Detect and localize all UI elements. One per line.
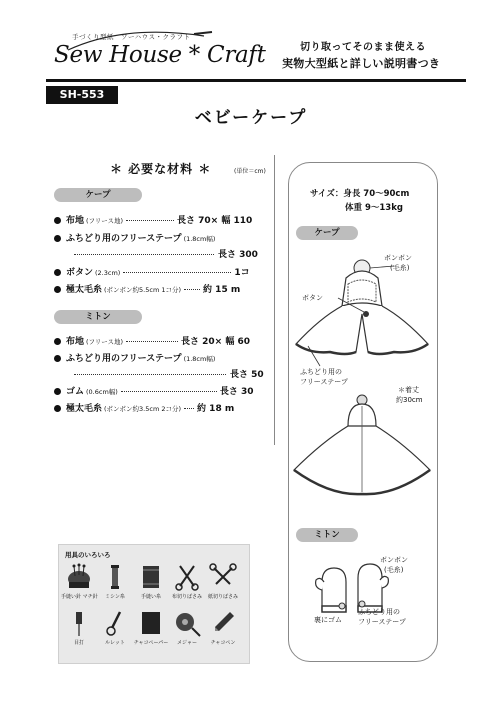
material-row: ボタン (2.3cm) 1コ	[54, 265, 250, 279]
cape-illustration-label: ケープ	[296, 226, 358, 240]
product-code-badge: SH-553	[46, 86, 118, 104]
bullet-icon	[54, 338, 61, 345]
bullet-icon	[54, 217, 61, 224]
material-row: 極太毛糸 (ボンボン約3.5cm 2コ分) 約 18 m	[54, 401, 234, 415]
chalk-paper-icon	[136, 608, 166, 638]
tools-box	[58, 544, 250, 664]
button-callout: ボタン	[302, 294, 323, 302]
bullet-icon	[54, 286, 61, 293]
brand-logo: Sew House * Craft	[54, 42, 266, 68]
bullet-icon	[54, 269, 61, 276]
tool-item: ミシン糸	[97, 562, 133, 600]
tool-item: チャコペーパー	[133, 608, 169, 646]
length-callout: ＊着丈	[398, 386, 419, 394]
tape-callout-2: フリーステープ	[300, 378, 348, 386]
tool-item: メジャー	[169, 608, 205, 646]
mitten-pompon-callout: ボンボン	[380, 556, 408, 564]
thread-spool-icon	[100, 562, 130, 592]
tool-item: 布切りばさみ	[169, 562, 205, 600]
material-row-continued: 長さ 300	[74, 247, 258, 260]
material-row: 極太毛糸 (ボンボン約5.5cm 1コ分) 約 15 m	[54, 282, 240, 296]
size-info: サイズ：身長 70〜90cm	[310, 189, 410, 199]
hand-thread-icon	[136, 562, 166, 592]
material-row-continued: 長さ 50	[74, 367, 264, 380]
weight-info: 体重 9〜13kg	[345, 203, 403, 213]
tool-item: チャコペン	[205, 608, 241, 646]
tape-callout: ふちどり用の	[300, 368, 342, 376]
tool-item: 手縫い針 マチ針	[61, 562, 97, 600]
pincushion-icon	[64, 562, 94, 592]
bullet-icon	[54, 235, 61, 242]
chalk-pen-icon	[208, 608, 238, 638]
tagline-top: 切り取ってそのまま使える	[300, 42, 426, 53]
tool-item: 紙切りばさみ	[205, 562, 241, 600]
header-divider	[46, 79, 466, 82]
bullet-icon	[54, 355, 61, 362]
tool-item: 目打	[61, 608, 97, 646]
mitten-illustration-label: ミトン	[296, 528, 358, 542]
cape-back-illustration	[290, 392, 435, 504]
tape-measure-icon	[172, 608, 202, 638]
yarn-callout: (毛糸)	[390, 264, 410, 272]
mitten-section-label: ミトン	[54, 310, 142, 324]
pompon-callout: ボンボン	[384, 254, 412, 262]
cape-front-illustration	[290, 248, 435, 368]
awl-icon	[64, 608, 94, 638]
fabric-scissors-icon	[172, 562, 202, 592]
tracing-wheel-icon	[100, 608, 130, 638]
tool-item: ルレット	[97, 608, 133, 646]
material-row: ふちどり用のフリーステープ (1.8cm幅)	[54, 351, 215, 365]
brand-subtitle: 手づくり型紙 ソーハウス・クラフト	[72, 33, 191, 41]
paper-scissors-icon	[208, 562, 238, 592]
material-row: ゴム (0.6cm幅) 長さ 30	[54, 384, 254, 398]
bullet-icon	[54, 388, 61, 395]
mitten-yarn-callout: (毛糸)	[384, 566, 404, 574]
material-row: ふちどり用のフリーステープ (1.8cm幅)	[54, 231, 215, 245]
tools-title: 用具のいろいろ	[65, 551, 111, 559]
cape-section-label: ケープ	[54, 188, 142, 202]
material-row: 布地 (フリース地) 長さ 70× 幅 110	[54, 213, 252, 227]
tagline-bottom: 実物大型紙と詳しい説明書つき	[282, 57, 441, 70]
page-title: ベビーケープ	[194, 108, 308, 128]
tool-item: 手縫い糸	[133, 562, 169, 600]
length-value-callout: 約30cm	[396, 396, 423, 404]
unit-note: (単位＝cm)	[234, 168, 266, 175]
mitten-tape-callout-2: フリーステープ	[358, 618, 406, 626]
mitten-elastic-callout: 裏にゴム	[314, 616, 342, 624]
material-row: 布地 (フリース地) 長さ 20× 幅 60	[54, 334, 250, 348]
mitten-tape-callout: ふちどり用の	[358, 608, 400, 616]
materials-heading: ＊ 必要な材料 ＊	[110, 162, 212, 176]
column-divider	[274, 155, 275, 445]
bullet-icon	[54, 405, 61, 412]
